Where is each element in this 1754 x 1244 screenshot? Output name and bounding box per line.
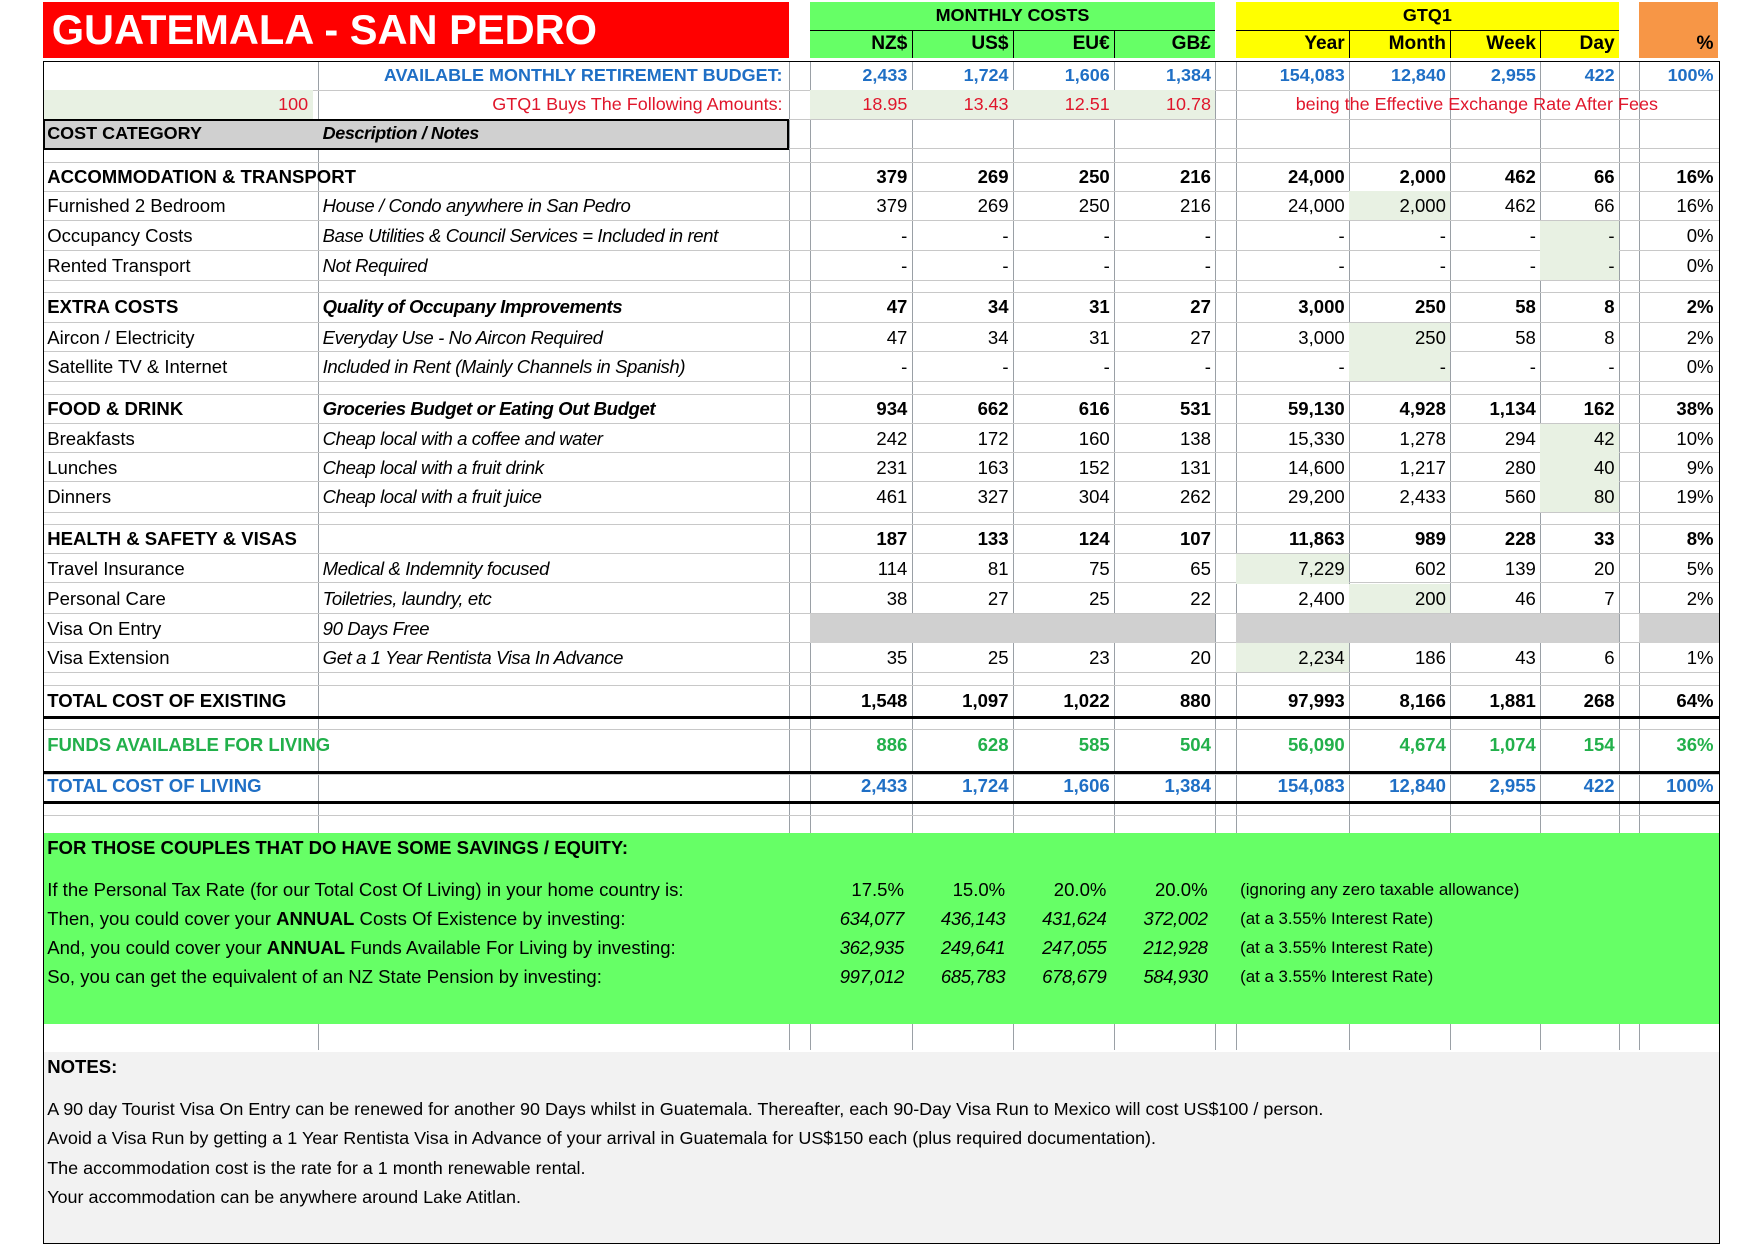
row-currency-0: 461 [876, 486, 908, 508]
row-period-2: 139 [1504, 558, 1536, 580]
row-currency-2: 160 [1078, 427, 1110, 449]
total-existing-pct: 64% [1676, 689, 1714, 711]
row-currency-1: 34 [987, 326, 1009, 348]
row-period-0: 14,600 [1287, 457, 1345, 479]
row-description: Medical & Indemnity focused [322, 558, 549, 580]
funds-available-currency-3: 504 [1179, 733, 1211, 755]
savings-value-1: 15.0% [952, 878, 1006, 900]
row-period-1: - [1439, 225, 1446, 247]
savings-value-1: 436,143 [940, 907, 1006, 929]
savings-note: (at a 3.55% Interest Rate) [1240, 908, 1434, 928]
row-period-0: 3,000 [1298, 296, 1345, 318]
row-currency-1: 662 [977, 397, 1009, 419]
exchange-currency-2: 12.51 [1064, 93, 1110, 114]
row-pct: 38% [1676, 397, 1714, 419]
savings-value-2: 678,679 [1042, 966, 1107, 988]
savings-emphasis: ANNUAL [266, 937, 346, 959]
row-period-2: 462 [1504, 195, 1536, 217]
row-category: Travel Insurance [47, 558, 185, 580]
row-period-3: 20 [1593, 558, 1615, 580]
row-category: Visa Extension [47, 647, 170, 669]
exchange-currency-1: 13.43 [963, 93, 1009, 114]
row-period-2: 560 [1504, 486, 1536, 508]
row-currency-2: - [1103, 225, 1110, 247]
row-period-2: - [1529, 355, 1536, 377]
row-currency-2: 250 [1078, 165, 1110, 187]
row-category: Visa On Entry [47, 617, 162, 639]
total-existing-period-0: 97,993 [1287, 689, 1345, 711]
row-period-2: 462 [1504, 165, 1536, 187]
row-currency-2: 124 [1078, 527, 1110, 549]
period-header-1: Month [1388, 33, 1446, 55]
row-currency-3: 22 [1190, 587, 1211, 609]
row-period-1: 250 [1414, 296, 1446, 318]
row-description: Cheap local with a fruit drink [322, 457, 544, 479]
row-currency-2: - [1103, 254, 1110, 276]
funds-available-pct: 36% [1676, 733, 1714, 755]
row-currency-2: 616 [1078, 397, 1110, 419]
sheet-border [43, 61, 1721, 1244]
savings-value-3: 212,928 [1143, 937, 1208, 959]
row-pct: 0% [1686, 254, 1714, 276]
row-currency-1: - [1002, 355, 1009, 377]
row-period-0: 15,330 [1287, 427, 1345, 449]
row-period-0: 24,000 [1287, 195, 1345, 217]
savings-value-2: 247,055 [1042, 937, 1107, 959]
row-currency-1: 163 [977, 457, 1009, 479]
row-category: Rented Transport [47, 254, 191, 276]
row-currency-0: 242 [876, 427, 908, 449]
row-period-3: - [1608, 254, 1615, 276]
row-period-1: - [1439, 254, 1446, 276]
row-description: House / Condo anywhere in San Pedro [322, 195, 631, 217]
row-period-3: 8 [1604, 296, 1615, 318]
row-pct: 16% [1676, 165, 1714, 187]
row-currency-0: - [901, 355, 908, 377]
row-currency-0: 379 [876, 165, 908, 187]
row-period-1: - [1439, 355, 1446, 377]
total-existing-period-3: 268 [1583, 689, 1615, 711]
row-period-2: 43 [1515, 647, 1536, 669]
row-period-3: - [1608, 225, 1615, 247]
row-currency-2: 304 [1078, 486, 1110, 508]
row-period-3: 33 [1593, 527, 1615, 549]
total-existing-currency-2: 1,022 [1063, 689, 1110, 711]
row-currency-3: - [1204, 254, 1211, 276]
row-period-0: 2,400 [1298, 587, 1345, 609]
budget-label: AVAILABLE MONTHLY RETIREMENT BUDGET: [383, 64, 783, 85]
row-period-2: 58 [1515, 296, 1536, 318]
row-pct: 1% [1686, 647, 1714, 669]
row-pct: 0% [1686, 225, 1714, 247]
row-period-3: - [1608, 355, 1615, 377]
row-category: Lunches [47, 457, 118, 479]
row-description: Get a 1 Year Rentista Visa In Advance [322, 647, 624, 669]
row-currency-3: 138 [1179, 427, 1211, 449]
row-currency-1: - [1002, 254, 1009, 276]
savings-value-3: 372,002 [1143, 907, 1208, 929]
row-pct: 2% [1686, 296, 1714, 318]
row-currency-3: 262 [1179, 486, 1211, 508]
savings-value-0: 362,935 [839, 937, 904, 959]
row-period-3: 66 [1593, 165, 1615, 187]
row-currency-1: 81 [987, 558, 1009, 580]
row-currency-2: 152 [1078, 457, 1110, 479]
row-currency-3: 27 [1190, 296, 1211, 318]
note-line: Your accommodation can be anywhere around Lake Atitlan. [47, 1186, 522, 1207]
total-living-currency-0: 2,433 [860, 775, 908, 797]
row-period-3: 66 [1593, 195, 1615, 217]
total-existing-period-2: 1,881 [1489, 689, 1536, 711]
currency-header-3: GB£ [1171, 33, 1211, 55]
note-line: Avoid a Visa Run by getting a 1 Year Rentista Visa in Advance of your arrival in Guatemala for US$150 each (plus required documentation). [47, 1128, 1156, 1149]
row-period-2: 1,134 [1489, 397, 1536, 419]
row-description: Included in Rent (Mainly Channels in Spanish) [322, 355, 686, 377]
row-currency-3: - [1204, 355, 1211, 377]
period-header-0: Year [1304, 33, 1345, 55]
row-currency-0: - [901, 225, 908, 247]
row-period-0: 24,000 [1287, 165, 1345, 187]
funds-available-label: FUNDS AVAILABLE FOR LIVING [47, 733, 331, 755]
funds-available-currency-2: 585 [1078, 733, 1110, 755]
exchange-note: being the Effective Exchange Rate After Fees [1295, 93, 1658, 114]
row-currency-0: 38 [886, 587, 908, 609]
row-currency-3: 131 [1179, 457, 1211, 479]
row-category: Occupancy Costs [47, 225, 193, 247]
row-period-1: 4,928 [1399, 397, 1446, 419]
row-currency-0: 47 [886, 296, 908, 318]
funds-available-period-3: 154 [1583, 733, 1615, 755]
currency-header-0: NZ$ [871, 33, 908, 55]
period-header-3: Day [1579, 33, 1615, 55]
exchange-currency-0: 18.95 [862, 93, 908, 114]
row-pct: 0% [1686, 355, 1714, 377]
row-period-1: 602 [1414, 558, 1446, 580]
savings-value-2: 20.0% [1053, 878, 1107, 900]
row-currency-3: 107 [1179, 527, 1211, 549]
row-period-0: - [1338, 225, 1345, 247]
row-period-0: 7,229 [1298, 558, 1345, 580]
row-description: Toiletries, laundry, etc [322, 587, 492, 609]
total-existing-currency-1: 1,097 [962, 689, 1009, 711]
currency-header-2: EU€ [1072, 33, 1110, 55]
row-category: FOOD & DRINK [47, 397, 184, 419]
row-category: Dinners [47, 486, 112, 508]
note-line: A 90 day Tourist Visa On Entry can be renewed for another 90 Days whilst in Guatemala. Thereafter, each 90-Day Visa Run to Mexico will cost US$100 / person. [47, 1099, 1324, 1120]
funds-available-period-2: 1,074 [1489, 733, 1536, 755]
savings-text: So, you can get the equivalent of an NZ State Pension by investing: [47, 966, 602, 988]
row-currency-3: 27 [1190, 326, 1211, 348]
row-currency-2: 250 [1078, 195, 1110, 217]
row-description: Quality of Occupany Improvements [322, 296, 623, 318]
row-category: Furnished 2 Bedroom [47, 195, 226, 217]
row-period-0: 11,863 [1289, 527, 1345, 549]
row-pct: 9% [1686, 457, 1714, 479]
row-period-1: 2,433 [1399, 486, 1446, 508]
row-currency-2: 31 [1089, 296, 1110, 318]
row-period-3: 7 [1604, 587, 1615, 609]
row-category: Satellite TV & Internet [47, 355, 228, 377]
savings-value-3: 20.0% [1154, 878, 1208, 900]
funds-available-currency-1: 628 [977, 733, 1009, 755]
row-period-1: 1,217 [1399, 457, 1446, 479]
row-period-0: 2,234 [1298, 647, 1345, 669]
total-living-period-3: 422 [1583, 775, 1615, 797]
savings-text: Costs Of Existence by investing: [354, 907, 626, 929]
row-currency-0: 35 [886, 647, 908, 669]
total-existing-currency-3: 880 [1179, 689, 1211, 711]
row-category: Breakfasts [47, 427, 135, 449]
page-title: GUATEMALA - SAN PEDRO [51, 6, 598, 54]
row-category: ACCOMMODATION & TRANSPORT [47, 165, 356, 187]
exchange-amount: 100 [278, 93, 309, 114]
row-period-2: 46 [1515, 587, 1536, 609]
row-currency-2: 23 [1089, 647, 1110, 669]
savings-note: (at a 3.55% Interest Rate) [1240, 938, 1434, 958]
row-currency-0: 934 [876, 397, 908, 419]
savings-value-1: 685,783 [940, 966, 1006, 988]
row-category: EXTRA COSTS [47, 296, 179, 318]
savings-value-0: 634,077 [839, 907, 904, 929]
row-pct: 10% [1676, 427, 1714, 449]
row-pct: 16% [1676, 195, 1714, 217]
budget-period-3: 422 [1584, 64, 1615, 85]
gtq-header: GTQ1 [1402, 5, 1452, 26]
budget-period-1: 12,840 [1390, 64, 1446, 85]
row-category: Personal Care [47, 587, 166, 609]
row-period-2: 280 [1504, 457, 1536, 479]
total-living-currency-3: 1,384 [1164, 775, 1211, 797]
total-living-currency-2: 1,606 [1063, 775, 1110, 797]
savings-note: (at a 3.55% Interest Rate) [1240, 967, 1434, 987]
row-currency-0: 231 [876, 457, 908, 479]
description-header-label: Description / Notes [322, 123, 479, 144]
row-description: Cheap local with a fruit juice [322, 486, 542, 508]
savings-note: (ignoring any zero taxable allowance) [1240, 879, 1520, 899]
total-existing-label: TOTAL COST OF EXISTING [47, 689, 287, 711]
row-description: Not Required [322, 254, 428, 276]
row-description: Base Utilities & Council Services = Included in rent [322, 225, 718, 247]
row-period-1: 186 [1414, 647, 1446, 669]
row-period-0: 59,130 [1287, 397, 1345, 419]
row-currency-3: 531 [1179, 397, 1211, 419]
note-line: The accommodation cost is the rate for a 1 month renewable rental. [47, 1157, 586, 1178]
savings-value-3: 584,930 [1143, 966, 1208, 988]
exchange-label: GTQ1 Buys The Following Amounts: [492, 93, 783, 114]
total-living-period-1: 12,840 [1389, 775, 1446, 797]
savings-value-2: 431,624 [1042, 907, 1107, 929]
savings-value-0: 997,012 [839, 966, 904, 988]
savings-value-1: 249,641 [940, 937, 1006, 959]
row-pct: 5% [1686, 558, 1714, 580]
budget-period-0: 154,083 [1279, 64, 1345, 85]
row-period-2: - [1529, 225, 1536, 247]
total-living-pct: 100% [1666, 775, 1714, 797]
total-living-label: TOTAL COST OF LIVING [47, 775, 262, 797]
row-period-2: - [1529, 254, 1536, 276]
row-period-0: - [1338, 355, 1345, 377]
row-period-2: 58 [1515, 326, 1536, 348]
row-period-3: 40 [1593, 457, 1615, 479]
savings-value-0: 17.5% [851, 878, 904, 900]
total-living-period-0: 154,083 [1277, 775, 1345, 797]
row-currency-0: 379 [876, 195, 908, 217]
row-currency-3: 216 [1179, 195, 1211, 217]
savings-text: If the Personal Tax Rate (for our Total Cost Of Living) in your home country is: [47, 878, 684, 900]
row-currency-1: 269 [977, 195, 1009, 217]
row-description: Everyday Use - No Aircon Required [322, 326, 603, 348]
row-period-0: 3,000 [1298, 326, 1345, 348]
row-period-0: - [1338, 254, 1345, 276]
savings-text: Funds Available For Living by investing: [345, 937, 676, 959]
row-currency-2: 75 [1089, 558, 1110, 580]
row-description: Cheap local with a coffee and water [322, 427, 603, 449]
pct-header: % [1696, 33, 1714, 55]
budget-currency-3: 1,384 [1165, 64, 1211, 85]
row-currency-0: 187 [876, 527, 908, 549]
row-currency-3: 20 [1190, 647, 1211, 669]
row-currency-0: 114 [877, 558, 908, 580]
total-existing-currency-0: 1,548 [860, 689, 908, 711]
row-currency-1: 34 [987, 296, 1009, 318]
total-living-currency-1: 1,724 [962, 775, 1009, 797]
row-currency-2: 25 [1089, 587, 1110, 609]
funds-available-period-0: 56,090 [1287, 733, 1345, 755]
row-period-3: 162 [1583, 397, 1615, 419]
row-category: Aircon / Electricity [47, 326, 195, 348]
savings-emphasis: ANNUAL [276, 907, 355, 929]
budget-currency-1: 1,724 [963, 64, 1009, 85]
total-existing-period-1: 8,166 [1399, 689, 1446, 711]
row-period-1: 989 [1414, 527, 1446, 549]
row-currency-1: 327 [977, 486, 1009, 508]
row-period-3: 42 [1593, 427, 1615, 449]
row-currency-2: - [1103, 355, 1110, 377]
funds-available-currency-0: 886 [876, 733, 908, 755]
row-period-3: 8 [1604, 326, 1615, 348]
row-currency-1: 25 [987, 647, 1009, 669]
budget-currency-2: 1,606 [1064, 64, 1110, 85]
currency-header-1: US$ [971, 33, 1009, 55]
exchange-currency-3: 10.78 [1165, 93, 1211, 114]
row-period-2: 294 [1504, 427, 1536, 449]
row-currency-1: 172 [977, 427, 1009, 449]
row-pct: 19% [1676, 486, 1714, 508]
row-period-1: 2,000 [1399, 195, 1446, 217]
row-currency-1: 27 [987, 587, 1009, 609]
row-period-2: 228 [1504, 527, 1536, 549]
row-period-1: 200 [1414, 587, 1446, 609]
funds-available-period-1: 4,674 [1399, 733, 1446, 755]
savings-heading: FOR THOSE COUPLES THAT DO HAVE SOME SAVINGS / EQUITY: [47, 837, 629, 859]
notes-heading: NOTES: [47, 1056, 118, 1078]
row-description: Groceries Budget or Eating Out Budget [322, 397, 656, 419]
row-currency-2: 31 [1089, 326, 1110, 348]
budget-pct: 100% [1667, 64, 1714, 85]
row-currency-3: - [1204, 225, 1211, 247]
category-header-label: COST CATEGORY [47, 123, 202, 144]
row-period-1: 2,000 [1399, 165, 1446, 187]
row-period-1: 250 [1414, 326, 1446, 348]
row-pct: 2% [1686, 587, 1714, 609]
budget-period-2: 2,955 [1490, 64, 1536, 85]
period-header-2: Week [1486, 33, 1536, 55]
monthly-costs-header: MONTHLY COSTS [935, 5, 1090, 26]
row-period-1: 1,278 [1399, 427, 1446, 449]
row-currency-0: 47 [886, 326, 908, 348]
row-pct: 2% [1686, 326, 1714, 348]
row-currency-3: 65 [1190, 558, 1211, 580]
budget-currency-0: 2,433 [862, 64, 908, 85]
row-period-3: 80 [1593, 486, 1615, 508]
savings-text: Then, you could cover your [47, 907, 277, 929]
savings-text: And, you could cover your [47, 937, 267, 959]
row-currency-1: - [1002, 225, 1009, 247]
row-currency-0: - [901, 254, 908, 276]
row-pct: 8% [1686, 527, 1714, 549]
row-category: HEALTH & SAFETY & VISAS [47, 527, 297, 549]
row-currency-3: 216 [1179, 165, 1211, 187]
row-currency-1: 133 [977, 527, 1009, 549]
row-period-3: 6 [1604, 647, 1615, 669]
row-period-0: 29,200 [1287, 486, 1345, 508]
row-description: 90 Days Free [322, 617, 430, 639]
row-currency-1: 269 [977, 165, 1009, 187]
total-living-period-2: 2,955 [1489, 775, 1536, 797]
